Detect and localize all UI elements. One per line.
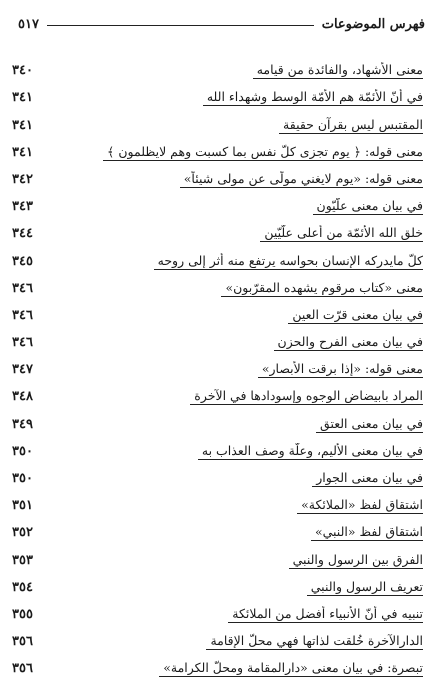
entry-title: تبصرة: في بيان معنى «دارالمقامة ومحلّ الكرامة» [159,660,423,677]
entry-title: في أنّ الأئمّة هم الأمّة الوسط وشهداء الله [203,89,423,106]
entry-page-number: ٣٥٢ [12,525,33,541]
entry-page-number: ٣٤٢ [12,171,33,187]
index-entry [12,596,423,623]
entry-page-number: ٣٤١ [12,117,33,133]
entry-page-number: ٣٤٦ [12,307,33,323]
entry-page-number: ٣٤٨ [12,389,33,405]
entry-title: معنى قوله: «إذا برقت الأبصار» [258,361,423,378]
index-entry [12,433,423,460]
entry-title: تنبيه في أنّ الأنبياء أفضل من الملائكة [228,606,423,623]
index-entry [12,52,423,79]
entry-title: معنى الأشهاد، والفائدة من قيامه [253,62,423,79]
header-page-number: ٥١٧ [18,17,39,32]
entry-page-number: ٣٥٦ [12,634,33,650]
entry-page-number: ٣٤١ [12,144,33,160]
entry-title: الفرق بين الرسول والنبي [289,552,423,569]
index-entry [12,405,423,432]
header-title: فهرس الموضوعات [321,17,425,32]
entry-page-number: ٣٤١ [12,90,33,106]
entry-page-number: ٣٥٥ [12,606,33,622]
entry-page-number: ٣٥٠ [12,471,33,486]
entry-page-number: ٣٥٦ [12,661,33,677]
index-entry [12,106,423,133]
entry-page-number: ٣٥٠ [12,443,33,459]
index-entry [12,242,423,269]
entry-title: كلّ مايدركه الإنسان بحواسه يرتفع منه أثر إلى روحه [154,253,423,270]
entry-title: المراد بابيضاض الوجوه وإسودادها في الآخرة [190,388,423,405]
entry-title: في بيان معنى علّيّون [313,198,423,215]
entry-title: في بيان معنى الجوار [312,470,423,487]
index-entry [12,460,423,487]
entry-title: في بيان معنى الفرح والحزن [274,334,423,351]
entry-page-number: ٣٤٦ [12,335,33,351]
index-entry [12,134,423,161]
entry-title: معنى قوله: ﴿ يوم تجزى كلّ نفس بما كسبت وهم لايظلمون ﴾ [103,144,423,161]
entry-title: المقتبس ليس بقرآن حقيقة [279,117,423,134]
index-entry [12,569,423,596]
entry-title: معنى «كتاب مرقوم يشهده المقرّبون» [221,280,423,297]
index-entry [12,378,423,405]
entry-page-number: ٣٤٤ [12,226,33,242]
entry-title: في بيان معنى العتق [316,416,423,433]
entry-page-number: ٣٥٤ [12,579,33,595]
entry-page-number: ٣٤٠ [12,63,33,79]
entry-title: اشتقاق لفظ «الملائكة» [297,497,423,514]
index-list [12,52,423,677]
entry-page-number: ٣٤٦ [12,280,33,296]
index-entry [12,623,423,650]
index-entry [12,650,423,677]
entry-page-number: ٣٤٩ [12,416,33,432]
entry-title: تعريف الرسول والنبي [307,579,423,596]
index-entry [12,324,423,351]
entry-page-number: ٣٤٧ [12,362,33,378]
entry-page-number: ٣٥٣ [12,552,33,568]
entry-page-number: ٣٥١ [12,498,33,514]
entry-page-number: ٣٤٥ [12,253,33,269]
index-entry [12,541,423,568]
entry-title: الدارالآخرة خُلقت لذاتها فهي محلّ الإقامة [206,633,423,650]
header-rule [47,25,314,26]
entry-title: خلق الله الأئمّة من أعلى علّيّين [260,225,423,242]
index-entry [12,188,423,215]
index-entry [12,487,423,514]
index-entry [12,297,423,324]
index-entry [12,215,423,242]
index-entry [12,270,423,297]
entry-title: في بيان معنى الأليم، وعلّة وصف العذاب به [198,443,423,460]
entry-title: معنى قوله: «يوم لايغني مولًى عن مولى شيئاً» [180,171,423,188]
index-entry [12,79,423,106]
index-entry [12,351,423,378]
entry-page-number: ٣٤٣ [12,199,33,215]
index-entry [12,514,423,541]
entry-title: اشتقاق لفظ «النبي» [311,524,423,541]
index-entry [12,161,423,188]
page-header [18,8,425,34]
entry-title: في بيان معنى قرّت العين [288,307,423,324]
